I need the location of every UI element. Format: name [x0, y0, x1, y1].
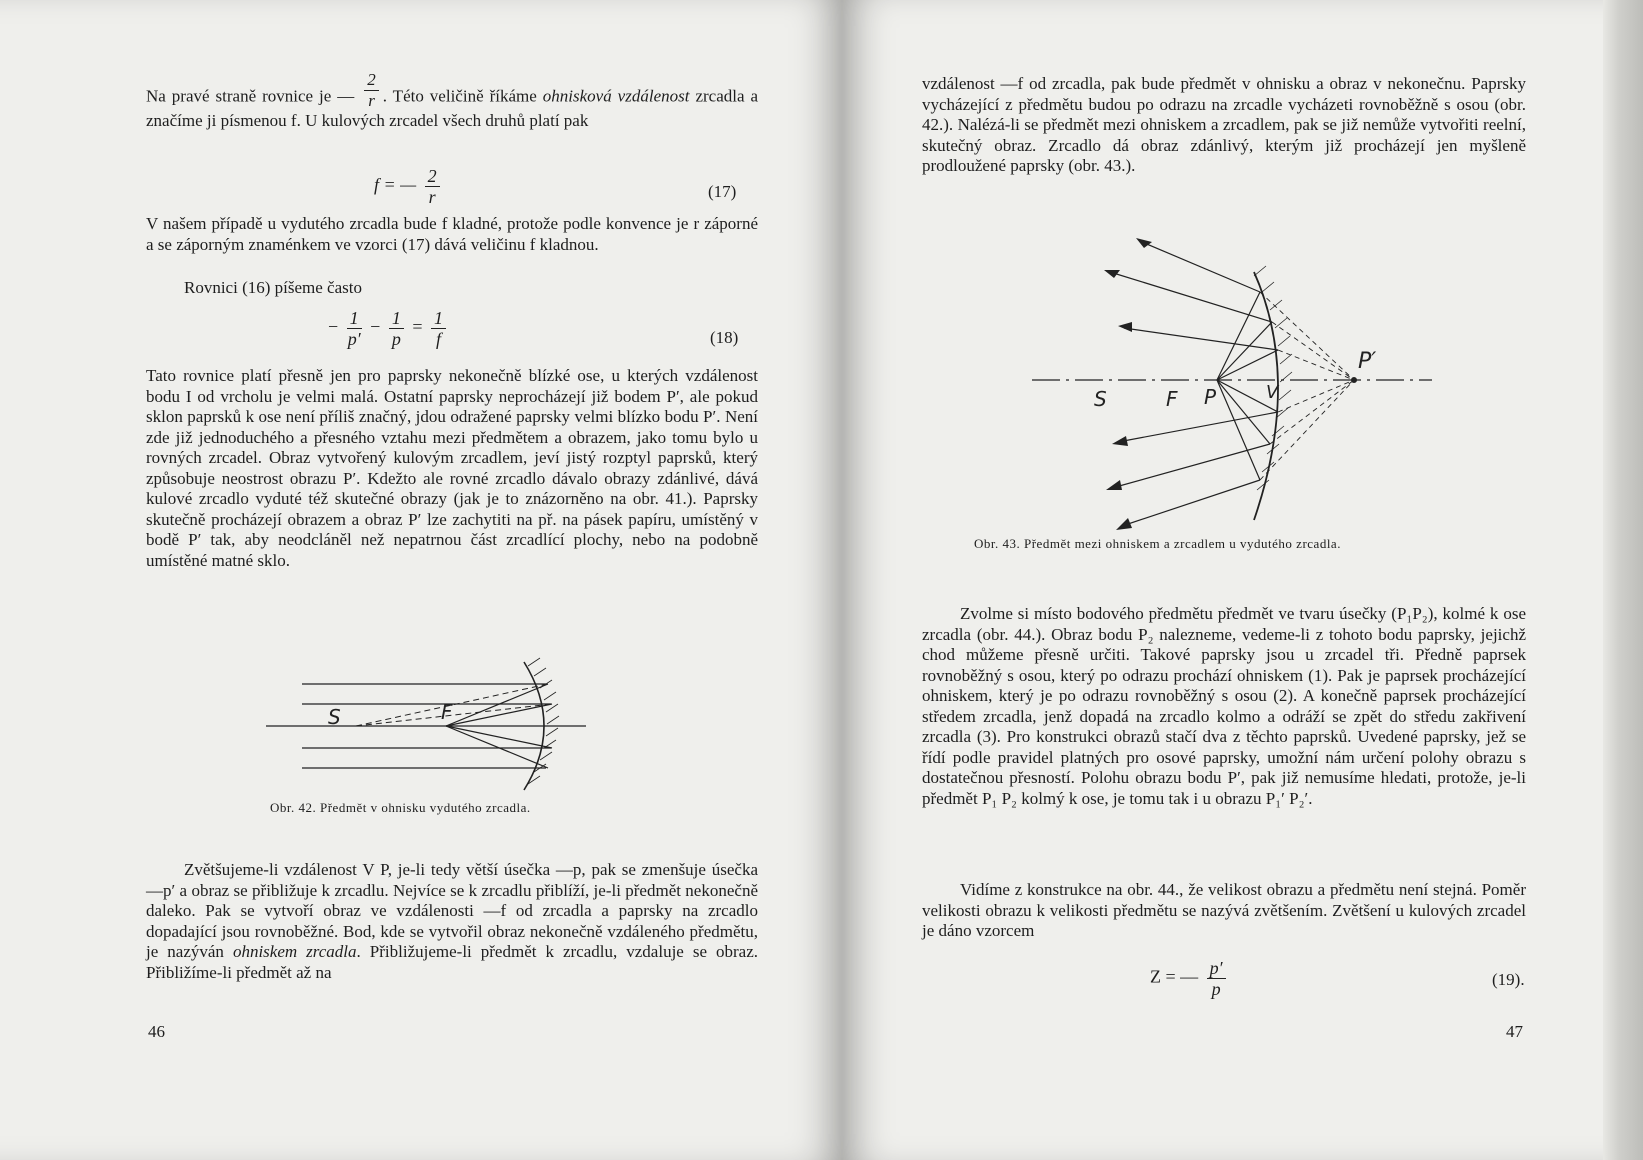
minus-sign: −	[328, 316, 339, 337]
right-paragraph-2: Zvolme si místo bodového předmětu předmět ve tvaru úsečky (P₁P₂), kolmé k ose zrcadla (obr. 44.). Obraz bodu P₂ nalezneme, vedeme-li z tohoto bodu paprsky, jejichž chod můžeme přesně určiti. Takové paprsky jsou u zrcadel tři. Předně paprsek rovnoběžný s osou, který po odrazu prochází ohniskem (1). Pak je paprsek procházející ohniskem, který je po odrazu rovnoběžný s osou (2). A konečně paprsek procházející středem zrcadla, jenž dopadá na zrcadlo kolmo a odráží se zpět do středu zakřivení zrcadla (3). Pro konstrukci obrazů stačí dva z těchto paprsků. Uvedené paprsky, jež se řídí podle pravidel platných pro osové paprsky, umožní nám určení polohy obrazu s dostatečnou přesností. Polohu obrazu bodu P′, pak již nemusíme hledati, protože, je-li předmět P₁ P₂ kolmý k ose, je tomu tak i u obrazu P₁′ P₂′.	[922, 604, 1526, 808]
numerator: 1	[347, 308, 362, 329]
label-s: S	[1094, 387, 1107, 411]
label-v: V	[1266, 382, 1279, 403]
right-paragraph-1: vzdálenost —f od zrcadla, pak bude předmět v ohnisku a obraz v nekonečnu. Paprsky vycházející z předmětu budou po odrazu na zrcadle vycházeti rovnoběžně s osou (obr. 42.). Nalézá-li se předmět mezi ohniskem a zrcadlem, pak se již nemůže vytvořiti reelní, skutečný obraz. Zrcadlo dá obraz zdánlivý, kterým již procházejí jen myšleně prodloužené paprsky (obr. 43.).	[922, 74, 1526, 175]
equation-19	[1150, 958, 1230, 999]
figure-43-caption: Obr. 43. Předmět mezi ohniskem a zrcadlem u vydutého zrcadla.	[974, 536, 1341, 551]
minus-sign: −	[370, 316, 381, 337]
numerator: p′	[1207, 958, 1226, 979]
eq-lhs: Z = —	[1150, 966, 1199, 987]
equation-18	[328, 308, 450, 349]
left-paragraph-2: V našem případě u vydutého zrcadla bude f kladné, protože podle konvence je r záporné a se záporným znaménkem ve vzorci (17) dává veličinu f kladnou.	[146, 214, 758, 254]
left-paragraph-3: Rovnici (16) píšeme často	[184, 278, 362, 297]
page-number: 47	[1506, 1022, 1523, 1041]
denominator: f	[435, 329, 441, 349]
ray-line	[446, 704, 552, 726]
ray-line	[446, 726, 552, 748]
label-p-prime: P′	[1358, 349, 1377, 374]
ray-line	[446, 726, 548, 768]
text: . Této veličině říkáme	[382, 86, 537, 106]
dashed-rays	[356, 684, 552, 726]
label-f: F	[441, 700, 453, 724]
fraction-p-prime-over-p	[1207, 958, 1226, 999]
fraction-1-over-p-prime	[347, 308, 362, 349]
label-p: P	[1204, 385, 1217, 409]
label-s: S	[328, 705, 341, 729]
equation-number-17: (17)	[708, 182, 737, 201]
numerator: 2	[425, 166, 440, 187]
numerator: 1	[431, 308, 446, 329]
image-point	[1351, 377, 1357, 383]
term-ohniskem-zrcadla: ohniskem zrcadla	[232, 942, 357, 961]
fraction	[425, 166, 440, 207]
right-page	[842, 0, 1643, 1160]
fraction-2-over-r	[364, 70, 379, 111]
equation-number-19: (19).	[1492, 970, 1525, 989]
figure-42-caption: Obr. 42. Předmět v ohnisku vydutého zrcadla.	[270, 800, 531, 815]
denominator: r	[368, 91, 375, 110]
fraction-1-over-f	[431, 308, 446, 349]
eq-lhs: f = —	[374, 174, 417, 195]
left-paragraph-4: Tato rovnice platí přesně jen pro paprsky nekonečně blízké ose, u kterých vzdálenost bodu I od vrcholu je velmi malá. Ostatní paprsky neprocházejí již bodem P′, ale pokud sklon paprsků k ose není příliš značný, jdou odražené paprsky velmi blízko bodu P′. Není zde již jednoduchého a přesného vztahu mezi předmětem a obrazem, jako tomu bylo u rovných zrcadel. Obraz vytvořený kulovým zrcadlem, jeví jistý rozptyl paprsků, který způsobuje neostrost obrazu P′. Kdežto ale rovné zrcadlo dávalo obrazy zdánlivé, dává kulové zrcadlo vyduté též skutečné obrazy (jak je to znázorněno na obr. 41.). Paprsky skutečně procházejí obrazem a obraz P′ lze zachytiti na př. na pásek papíru, umístěný v bodě P′ tak, aby neodcláněl než nepatrnou část zrcadlící plochy, nebo na podobně umístěné matné sklo.	[146, 366, 758, 570]
right-paragraph-3: Vidíme z konstrukce na obr. 44., že velikost obrazu a předmětu není stejná. Poměr velikosti obrazu k velikosti předmětu se nazývá zvětšením. Zvětšení u kulových zrcadel je dáno vzorcem	[922, 880, 1526, 940]
text: zrcadla a značíme ji písmenou f. U kulových zrcadel všech druhů platí pak	[146, 86, 759, 130]
page-edge-strip	[1603, 0, 1643, 1160]
denominator: p	[1211, 979, 1221, 999]
figure-42-diagram	[266, 664, 566, 794]
ray-line	[446, 684, 548, 726]
label-f: F	[1166, 387, 1178, 411]
denominator: p′	[347, 329, 361, 349]
equation-17	[374, 166, 444, 207]
denominator: r	[428, 187, 436, 207]
left-paragraph-1	[146, 70, 759, 132]
figure-43-diagram	[1032, 232, 1432, 532]
numerator: 2	[364, 70, 379, 91]
solid-rays	[1110, 242, 1278, 526]
equation-number-18: (18)	[710, 328, 739, 347]
fraction-1-over-p	[389, 308, 404, 349]
term-ohniskova-vzdalenost: ohnisková vzdálenost	[542, 86, 690, 106]
mirror-hatching	[1254, 266, 1292, 490]
arrow-heads	[1104, 238, 1152, 530]
left-paragraph-5: Zvětšujeme-li vzdálenost V P, je-li tedy větší úsečka —p, pak se zmenšuje úsečka —p′ a obraz se přibližuje k zrcadlu. Nejvíce se k zrcadlu přiblíží, je-li předmět nekonečně daleko. Pak se vytvoří obraz ve vzdálenosti —f od zrcadla a paprsky na zrcadlo dopadající jsou rovnoběžné. Bod, kde se vytvořil obraz nekonečně vzdáleného předmětu, je nazýván ohniskem zrcadla. Přibližujeme-li předmět k zrcadlu, vzdaluje se obraz. Přibližíme-li předmět až na	[146, 860, 759, 982]
numerator: 1	[389, 308, 404, 329]
page-number: 46	[148, 1022, 165, 1041]
denominator: p	[391, 329, 401, 349]
equals-sign: =	[412, 316, 423, 337]
text: Na pravé straně rovnice je —	[146, 86, 355, 106]
